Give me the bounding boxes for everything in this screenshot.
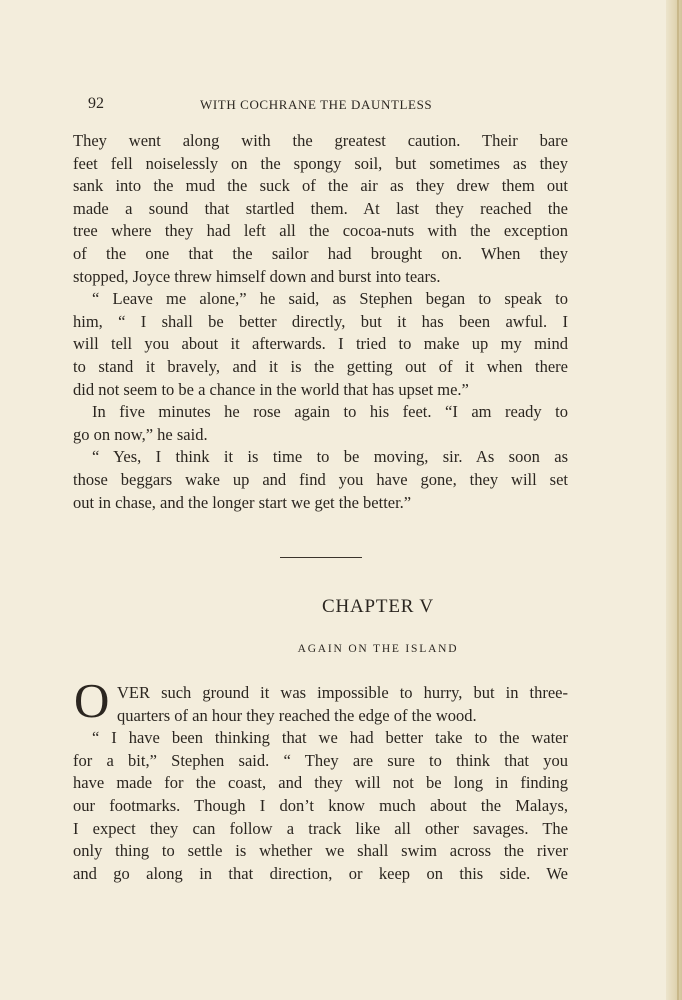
page-edge bbox=[666, 0, 682, 1000]
text-line: They went along with the greatest caution. Their bare bbox=[73, 131, 568, 150]
text-line: VER such ground it was impossible to hurry, but in three- bbox=[117, 683, 568, 702]
text-line: to stand it bravely, and it is the getting out of it when there bbox=[73, 356, 568, 376]
section-divider bbox=[280, 557, 362, 558]
running-title: WITH COCHRANE THE DAUNTLESS bbox=[200, 97, 433, 112]
text-line: quarters of an hour they reached the edge of the wood. bbox=[117, 705, 477, 725]
text-line: stopped, Joyce threw himself down and burst into tears. bbox=[73, 266, 441, 286]
text-line: “ Leave me alone,” he said, as Stephen began to speak to bbox=[92, 289, 568, 309]
text-line: In five minutes he rose again to his feet. “I am ready to bbox=[92, 402, 568, 422]
text-line: and go along in that direction, or keep on this side. We bbox=[73, 863, 568, 883]
text-line: of the one that the sailor had brought on. When they bbox=[73, 243, 568, 263]
text-line: him, “ I shall be better directly, but it has been awful. I bbox=[73, 311, 568, 331]
text-line: only thing to settle is whether we shall swim across the river bbox=[73, 841, 568, 861]
chapter-subtitle: AGAIN ON THE ISLAND bbox=[297, 643, 459, 655]
text-line: tree where they had left all the cocoa-nuts with the exception bbox=[73, 221, 568, 241]
text-line: “ Yes, I think it is time to be moving, sir. As soon as bbox=[92, 447, 568, 467]
text-line: those beggars wake up and find you have gone, they will set bbox=[73, 469, 568, 489]
chapter-text bbox=[73, 682, 568, 885]
text-line: have made for the coast, and they will not be long in finding bbox=[73, 773, 568, 793]
chapter-heading: CHAPTER V bbox=[322, 596, 434, 617]
text-line: made a sound that startled them. At last they reached the bbox=[73, 198, 568, 218]
text-line: out in chase, and the longer start we get the better.” bbox=[73, 492, 412, 512]
text-line: did not seem to be a chance in the world that has upset me.” bbox=[73, 379, 469, 399]
text-line: sank into the mud the suck of the air as they drew them out bbox=[73, 176, 568, 196]
text-line: go on now,” he said. bbox=[73, 424, 208, 444]
text-line: “ I have been thinking that we had better take to the water bbox=[92, 728, 568, 748]
drop-cap: O bbox=[74, 673, 110, 728]
body-text bbox=[73, 130, 568, 514]
text-line: I expect they can follow a track like all other savages. The bbox=[73, 818, 568, 838]
text-line: for a bit,” Stephen said. “ They are sure to think that you bbox=[73, 750, 568, 770]
text-line: our footmarks. Though I don’t know much about the Malays, bbox=[73, 795, 568, 815]
page-number: 92 bbox=[88, 95, 104, 112]
text-line: feet fell noiselessly on the spongy soil, but sometimes as they bbox=[73, 153, 568, 173]
text-line: will tell you about it afterwards. I tried to make up my mind bbox=[73, 334, 568, 354]
